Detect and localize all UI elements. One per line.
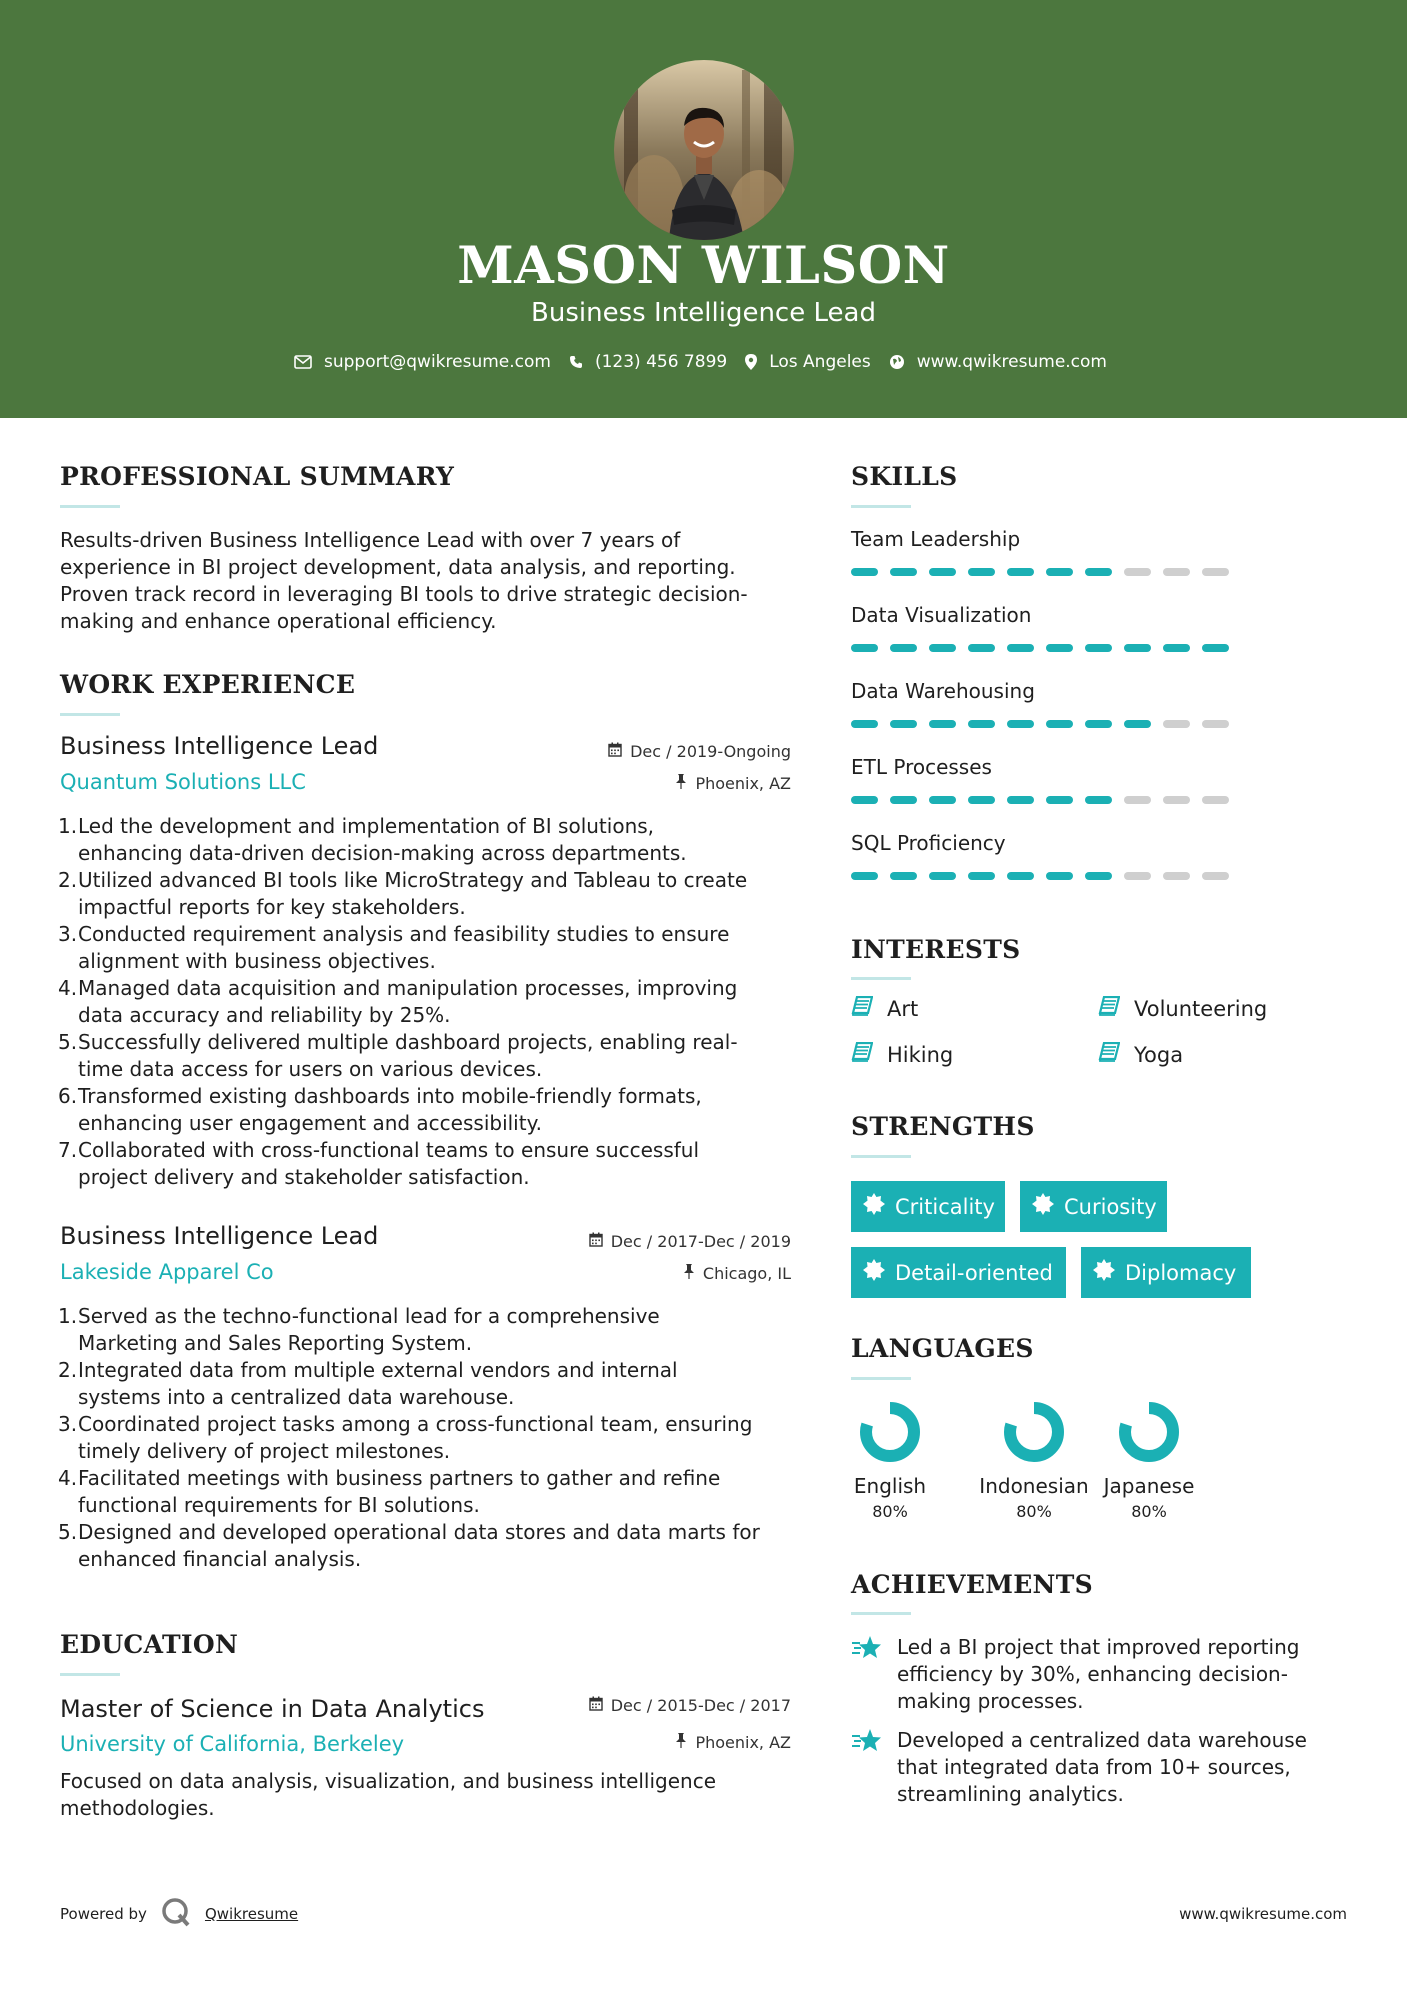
work-heading-underline xyxy=(60,713,120,716)
job-title: Business Intelligence Lead xyxy=(60,732,379,760)
phone-icon xyxy=(569,355,583,369)
interest-item: Volunteering xyxy=(1098,996,1267,1021)
skill-level-dot xyxy=(929,568,956,576)
skill-level-meter xyxy=(851,644,1229,652)
skill-level-dot xyxy=(851,872,878,880)
skill-level-dot xyxy=(1202,720,1229,728)
skill-level-dot xyxy=(929,644,956,652)
contact-location: Los Angeles xyxy=(769,352,871,372)
skill-level-dot xyxy=(1007,644,1034,652)
job-responsibilities xyxy=(58,1303,798,1573)
education-location: Phoenix, AZ xyxy=(540,1733,791,1752)
skill-level-dot xyxy=(1163,796,1190,804)
work-heading: WORK EXPERIENCE xyxy=(60,670,356,699)
calendar-icon xyxy=(589,1232,603,1251)
badge-icon xyxy=(1032,1193,1054,1220)
responsibility-text: Integrated data from multiple external vendors and internal systems into a centralized data warehouse. xyxy=(78,1358,678,1409)
strengths-heading-underline xyxy=(851,1155,911,1158)
skill-level-dot xyxy=(851,644,878,652)
strength-chip: Diplomacy xyxy=(1081,1247,1251,1298)
envelope-icon xyxy=(294,355,312,369)
responsibility-text: Transformed existing dashboards into mobile-friendly formats, enhancing user engagement and accessibility. xyxy=(78,1084,702,1135)
skill-name: Team Leadership xyxy=(851,527,1021,551)
responsibility-item: 3. Conducted requirement analysis and feasibility studies to ensure alignment with business objectives. xyxy=(58,922,730,973)
strengths-heading: STRENGTHS xyxy=(851,1112,1035,1141)
contact-phone[interactable]: (123) 456 7899 xyxy=(594,352,728,372)
responsibility-item: 5. Successfully delivered multiple dashboard projects, enabling real- time data access for users on various devices. xyxy=(58,1030,738,1081)
achievements-heading: ACHIEVEMENTS xyxy=(851,1570,1093,1599)
skill-level-dot xyxy=(1085,796,1112,804)
responsibility-text: Successfully delivered multiple dashboard projects, enabling real- time data access for users on various devices. xyxy=(78,1030,738,1081)
education-description: Focused on data analysis, visualization, and business intelligence methodologies. xyxy=(60,1769,717,1820)
badge-icon xyxy=(1093,1259,1115,1286)
job-title: Business Intelligence Lead xyxy=(60,1222,379,1250)
footer-powered-by: Powered by Qwikresume xyxy=(60,1897,298,1931)
book-icon xyxy=(1098,996,1120,1021)
skill-level-dot xyxy=(968,568,995,576)
contact-email[interactable]: support@qwikresume.com xyxy=(324,352,551,372)
badge-icon xyxy=(863,1259,885,1286)
responsibility-item: 4. Facilitated meetings with business partners to gather and refine functional requirements for BI solutions. xyxy=(58,1466,721,1517)
skill-level-dot xyxy=(1007,568,1034,576)
skill-level-dot xyxy=(1046,720,1073,728)
skill-level-dot xyxy=(1124,568,1151,576)
company-name: Lakeside Apparel Co xyxy=(60,1260,274,1284)
skill-level-dot xyxy=(1163,720,1190,728)
job-dates: Dec / 2019-Ongoing xyxy=(540,742,791,761)
strength-chip: Curiosity xyxy=(1020,1181,1167,1232)
star-icon xyxy=(851,1727,883,1808)
skill-item xyxy=(851,527,1020,551)
school-name: University of California, Berkeley xyxy=(60,1732,405,1756)
skill-level-dot xyxy=(851,568,878,576)
skill-name: ETL Processes xyxy=(851,755,992,779)
skill-level-dot xyxy=(929,720,956,728)
skill-level-dot xyxy=(1085,568,1112,576)
responsibility-text: Designed and developed operational data stores and data marts for enhanced financial analysis. xyxy=(78,1520,760,1571)
badge-icon xyxy=(863,1193,885,1220)
achievement-item: Led a BI project that improved reporting efficiency by 30%, enhancing decision-making processes. xyxy=(851,1634,1331,1715)
qwikresume-logo-icon xyxy=(161,1897,191,1931)
summary-text: Results-driven Business Intelligence Lead with over 7 years of experience in BI project development, data analysis, and reporting. Proven track record in leveraging BI tools to drive strategic decision-making and enhance operational efficiency. xyxy=(60,528,748,633)
education-heading-underline xyxy=(60,1673,120,1676)
interests-heading-underline xyxy=(851,977,911,980)
skill-level-dot xyxy=(1046,644,1073,652)
skill-level-dot xyxy=(890,872,917,880)
skill-level-dot xyxy=(890,568,917,576)
responsibility-item: 6. Transformed existing dashboards into mobile-friendly formats, enhancing user engagement and accessibility. xyxy=(58,1084,702,1135)
skill-level-meter xyxy=(851,872,1229,880)
skill-level-dot xyxy=(1007,872,1034,880)
contact-website[interactable]: www.qwikresume.com xyxy=(916,352,1107,372)
skill-item xyxy=(851,603,1031,627)
skill-name: Data Visualization xyxy=(851,603,1032,627)
pushpin-icon xyxy=(675,774,687,793)
responsibility-text: Collaborated with cross-functional teams to ensure successful project delivery and stakeholder satisfaction. xyxy=(78,1138,700,1189)
star-icon xyxy=(851,1634,883,1715)
skill-level-dot xyxy=(968,872,995,880)
book-icon xyxy=(851,1042,873,1067)
skill-item xyxy=(851,679,1035,703)
skills-heading: SKILLS xyxy=(851,462,958,491)
skill-level-dot xyxy=(1163,644,1190,652)
responsibility-text: Facilitated meetings with business partners to gather and refine functional requirements for BI solutions. xyxy=(78,1466,721,1517)
responsibility-item: 1. Led the development and implementation of BI solutions, enhancing data-driven decision-making across departments. xyxy=(58,814,687,865)
languages-heading-underline xyxy=(851,1377,911,1380)
pushpin-icon xyxy=(683,1264,695,1283)
skill-level-dot xyxy=(1202,568,1229,576)
map-pin-icon xyxy=(745,354,757,370)
responsibility-text: Coordinated project tasks among a cross-functional team, ensuring timely delivery of project milestones. xyxy=(78,1412,753,1463)
calendar-icon xyxy=(589,1696,603,1715)
interest-item: Hiking xyxy=(851,1042,953,1067)
skill-name: Data Warehousing xyxy=(851,679,1035,703)
language-item: Indonesian 80% xyxy=(974,1400,1094,1521)
skill-level-dot xyxy=(929,872,956,880)
skill-level-dot xyxy=(1046,568,1073,576)
strength-chip: Detail-oriented xyxy=(851,1247,1066,1298)
skill-level-dot xyxy=(1124,872,1151,880)
job-responsibilities xyxy=(58,813,798,1191)
skill-item xyxy=(851,831,1006,855)
book-icon xyxy=(851,996,873,1021)
responsibility-item: 4. Managed data acquisition and manipulation processes, improving data accuracy and reliability by 25%. xyxy=(58,976,738,1027)
skill-level-meter xyxy=(851,796,1229,804)
language-progress-ring xyxy=(1002,1400,1066,1464)
skill-level-meter xyxy=(851,568,1229,576)
globe-icon xyxy=(889,354,905,370)
skill-level-dot xyxy=(929,796,956,804)
strength-chip: Criticality xyxy=(851,1181,1005,1232)
responsibility-item: 3. Coordinated project tasks among a cross-functional team, ensuring timely delivery of project milestones. xyxy=(58,1412,753,1463)
skill-level-dot xyxy=(1124,720,1151,728)
skill-level-dot xyxy=(1163,872,1190,880)
skill-level-dot xyxy=(1202,796,1229,804)
responsibility-item: 1. Served as the techno-functional lead for a comprehensive Marketing and Sales Reporting System. xyxy=(58,1304,660,1355)
responsibility-item: 2. Integrated data from multiple external vendors and internal systems into a centralized data warehouse. xyxy=(58,1358,678,1409)
skill-level-dot xyxy=(890,796,917,804)
skill-level-dot xyxy=(890,720,917,728)
job-location: Chicago, IL xyxy=(540,1264,791,1283)
skill-level-dot xyxy=(1202,644,1229,652)
languages-heading: LANGUAGES xyxy=(851,1334,1034,1363)
resume-header xyxy=(0,0,1407,418)
summary-heading: PROFESSIONAL SUMMARY xyxy=(60,462,455,491)
skill-level-dot xyxy=(968,796,995,804)
skill-level-dot xyxy=(851,720,878,728)
skill-level-dot xyxy=(1046,872,1073,880)
footer-website[interactable]: www.qwikresume.com xyxy=(1179,1905,1347,1923)
skill-level-dot xyxy=(1007,720,1034,728)
skill-level-meter xyxy=(851,720,1229,728)
responsibility-item: 2. Utilized advanced BI tools like MicroStrategy and Tableau to create impactful reports for key stakeholders. xyxy=(58,868,748,919)
responsibility-text: Led the development and implementation of BI solutions, enhancing data-driven decision-making across departments. xyxy=(78,814,687,865)
achievement-item: Developed a centralized data warehouse that integrated data from 10+ sources, streamlining analytics. xyxy=(851,1727,1331,1808)
responsibility-text: Managed data acquisition and manipulation processes, improving data accuracy and reliability by 25%. xyxy=(78,976,738,1027)
skill-item xyxy=(851,755,992,779)
skill-level-dot xyxy=(1085,644,1112,652)
interest-item: Yoga xyxy=(1098,1042,1183,1067)
job-location: Phoenix, AZ xyxy=(540,774,791,793)
qwikresume-link[interactable]: Qwikresume xyxy=(204,1905,299,1923)
profile-photo xyxy=(614,60,794,240)
degree-title: Master of Science in Data Analytics xyxy=(60,1695,485,1723)
skill-level-dot xyxy=(1124,644,1151,652)
skill-level-dot xyxy=(1007,796,1034,804)
skill-level-dot xyxy=(1202,872,1229,880)
skill-level-dot xyxy=(1124,796,1151,804)
achievements-heading-underline xyxy=(851,1612,911,1615)
skill-level-dot xyxy=(1085,720,1112,728)
responsibility-text: Conducted requirement analysis and feasibility studies to ensure alignment with business objectives. xyxy=(78,922,730,973)
pushpin-icon xyxy=(675,1733,687,1752)
candidate-name: MASON WILSON xyxy=(457,236,950,296)
company-name: Quantum Solutions LLC xyxy=(60,770,306,794)
skill-level-dot xyxy=(1163,568,1190,576)
skills-heading-underline xyxy=(851,505,911,508)
skill-level-dot xyxy=(890,644,917,652)
skill-level-dot xyxy=(1085,872,1112,880)
calendar-icon xyxy=(608,742,622,761)
language-item: Japanese 80% xyxy=(1089,1400,1209,1521)
responsibility-text: Served as the techno-functional lead for a comprehensive Marketing and Sales Reporting System. xyxy=(78,1304,660,1355)
interests-heading: INTERESTS xyxy=(851,935,1021,964)
responsibility-text: Utilized advanced BI tools like MicroStrategy and Tableau to create impactful reports for key stakeholders. xyxy=(78,868,748,919)
book-icon xyxy=(1098,1042,1120,1067)
summary-heading-underline xyxy=(60,505,120,508)
skill-level-dot xyxy=(1046,796,1073,804)
skill-level-dot xyxy=(851,796,878,804)
responsibility-item: 7. Collaborated with cross-functional teams to ensure successful project delivery and stakeholder satisfaction. xyxy=(58,1138,700,1189)
education-heading: EDUCATION xyxy=(60,1630,239,1659)
job-dates: Dec / 2017-Dec / 2019 xyxy=(540,1232,791,1251)
language-progress-ring xyxy=(858,1400,922,1464)
interest-item: Art xyxy=(851,996,918,1021)
language-progress-ring xyxy=(1117,1400,1181,1464)
contact-bar xyxy=(0,352,1407,372)
responsibility-item: 5. Designed and developed operational data stores and data marts for enhanced financial analysis. xyxy=(58,1520,760,1571)
language-item: English 80% xyxy=(830,1400,950,1521)
skill-name: SQL Proficiency xyxy=(851,831,1006,855)
skill-level-dot xyxy=(968,720,995,728)
skill-level-dot xyxy=(968,644,995,652)
candidate-title: Business Intelligence Lead xyxy=(531,298,876,328)
education-dates: Dec / 2015-Dec / 2017 xyxy=(540,1696,791,1715)
